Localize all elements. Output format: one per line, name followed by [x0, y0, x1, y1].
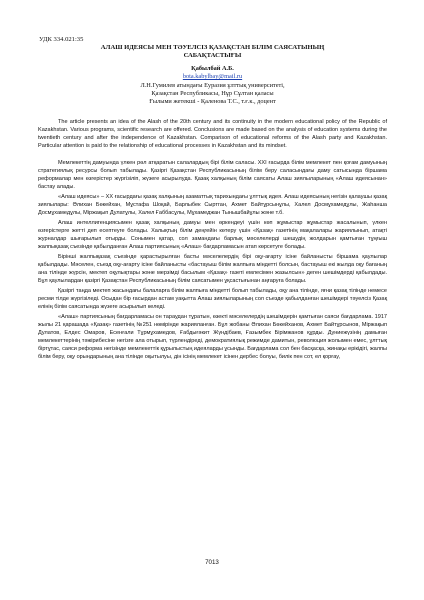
body-paragraph-5: Қазіргі таңда мектеп жасындағы балаларға білім жалпыға міндетті болып табылады, оқу ана тілінде, яғни қазақ тілінде немесе ресми тілде жүргізіледі. Осыдан бір ғасырдан астам уақытта Алаш зиялыларының сол съезде қабылданған шешімдері тәуелсіз Қазақ елінің білім саясатында жүзеге асырылып келеді. [38, 288, 387, 310]
body-paragraph-3: Алаш интеллигенциясымен қазақ халқының дамуы мен өркендеуі үшін көп жұмыстар жұмыстар жасалынып, үлкен өзгерістерге жетті деп есептеуге болады. Халықтың білім деңгейін көтеру үшін «Қазақ» газетінің мақалалары жариялынып, атақті журналдар шығарылып отырды. Сонымен қатар, сол замандағы барлық мәселелерді шешудің жолдарын қамтыған тұңғыш жалпықазақ съезінде қабылданған Алаш партиясының «Алаш» бағдарламасын атап көрсетуге болады. [38, 220, 387, 250]
page-number: 7013 [205, 559, 219, 566]
body-paragraph-1: Мемлекеттің дамуында үлкен рөл атқаратын салалардың бірі білім саласы. XXI ғасырда білім мемлекет пен қоғам дамуының стратегиялық ресурсы болып табылады. Қазіргі Қазақстан Республикасының білім беру саласындағы даму сатысында біршама реформалар мен өзгерістер жүргізіліп, жүзеге асырылуда. Қазақ халқының білім саясаты Алаш зиялыларының «Алаш идеясынан» бастау алады. [38, 160, 387, 190]
article-title-line-2: САБАҚТАСТЫҒЫ [183, 52, 242, 59]
article-title [44, 44, 381, 60]
body-paragraph-6: «Алаш» партиясының бағдарламасы он тараудан тұратын, өзекті мәселелердің шешімдерін қамтыған саяси бағдарлама. 1917 жылы 21 қарашада «Қазақ» газетінің №251 нөмірінде жарияланған. Бұл жобаны Әлихан Бөкейханов, Ахмет Байтұрсынов, Міржақып Дулатов, Елдес Омаров, Есенғали Тұрмұхамедов, Ғабдығәкит Жүндібаев, Ғазымбек Бірімжанов құрды. Дүниежүзінің дамыған мемлекеттерінің тәжірибесіне негізге ала отырып, түрлендіреді, демократиялық режимде дамитын, революция жолымен емес, ұлттық біртұтас, саяси реформа негізінде мемлекеттік құрылыстың идеяларды ұсынды. Бағдарлама сол бен басқасқа, жинақы ерікідігі, жалпы білім беру, оқу орындарының ана тілінде оқытылуы, дін ісінің мемлекет ісінен дербес болуы, билік пен сот, ел қорғау, [38, 314, 387, 360]
author-email-link[interactable]: bota.kabylbay@mail.ru [182, 73, 243, 80]
body-paragraph-4: Бірінші жалпықазақ съезінде қарастырылған басты мәселелердің бірі оқу-ағарту ісіне байланысты біршама қаулылар қабылдады. Мәселен, съезд оқу-ағарту ісіне байланысты «бастауыш білім жалпыға міндетті болсын, бастауыш екі жылда оқу бағаның ана тілінде жүрсін, мектеп оқулықтары және мерзімді басылым «Қазақ» газеті емлесімен жазылсын» деген шешімдерді қабылдады. Бұл қаулылардан қазіргі Қазақстан Республикасының білім саясатымен ұқсастығынан аңғаруға болады. [38, 254, 387, 284]
supervisor-line: Ғылыми жетекші - Қаленова Т.С., т.ғ.к., доцент [149, 98, 276, 105]
body-paragraph-2: «Алаш идеясы» – XX ғасырдағы қазақ халқының азаматтық тарихындағы ұлттық идея. Алаш идеясының негізін қалаушы қазақ зиялылары: Әлихан Бөкейхан, Мұстафа Шоқай, Барлыбек Сыртган, Ахмет Байтұрсынұлы, Халел Досмұхамедұлы, Жаһанша Досмұхамедұлы, Міржақып Дулатұлы, Халел Ғаббасұлы, Мұхамеджан Тынышбайұлы және т.б. [38, 194, 387, 216]
article-body [38, 159, 387, 361]
author-name: Қабылбай А.Б. [191, 65, 234, 72]
article-title-line-1: АЛАШ ИДЕЯСЫ МЕН ТӘУЕЛСІЗ ҚАЗАҚСТАН БІЛІМ САЯСАТЫНЫҢ [100, 44, 325, 51]
author-block [38, 65, 387, 106]
author-affiliation-2: Қазақстан Республикасы, Нұр Сұлтан қаласы [151, 90, 274, 97]
author-affiliation-1: Л.Н.Гумилев атындағы Еуразия ұлттық университеті, [140, 82, 285, 89]
abstract-paragraph: The article presents an idea of the Alash of the 20th century and its continuity in the modern educational policy of the Republic of Kazakhstan. Various programs, scientific research are offered. Conclusions are made based on the analysis of education systems during the twentieth century and after the independence of Kazakhstan. Comparison of educational reforms of the Alash party and Kazakhstan. Particular attention is paid to the relationship of educational processes in Kazakhstan and its mindset. [38, 119, 387, 149]
udk-code: УДК 334.021:35 [39, 36, 84, 43]
